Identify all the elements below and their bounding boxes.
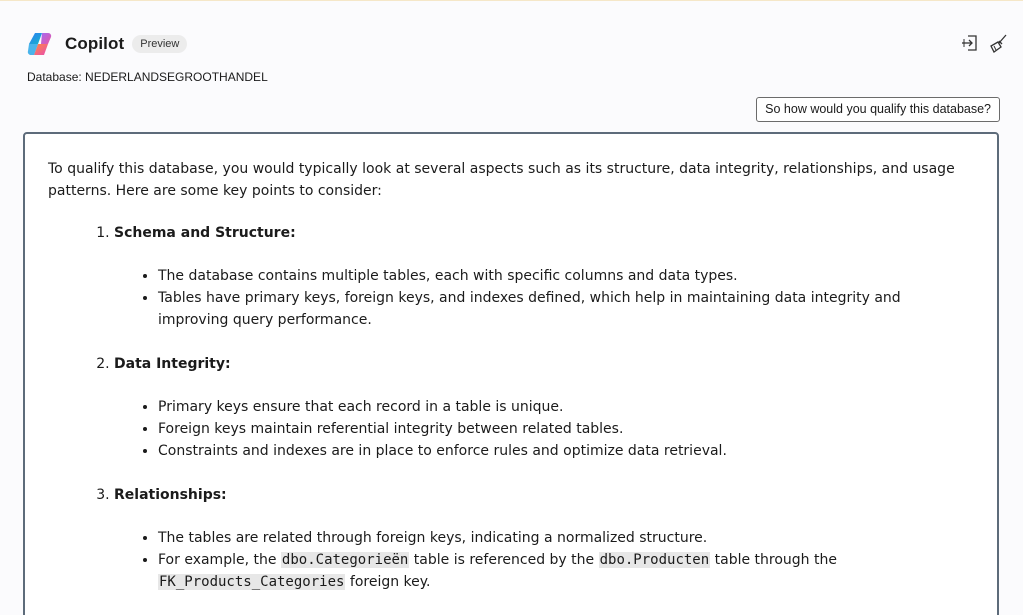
list-item: • The tables are related through foreign keys, indicating a normalized structure. [158, 527, 957, 549]
section-item [114, 353, 957, 462]
section-points [114, 527, 957, 593]
table-name-code: dbo.Producten [599, 552, 710, 568]
list-item: • Primary keys ensure that each record in a table is unique. [158, 396, 957, 418]
list-item: • Constraints and indexes are in place to enforce rules and optimize data retrieval. [158, 440, 957, 462]
clear-chat-button[interactable] [987, 32, 1009, 54]
response-sections [48, 222, 957, 593]
section-title: Schema and Structure: [114, 225, 296, 241]
foreign-key-code: FK_Products_Categories [159, 574, 345, 590]
response-intro: To qualify this database, you would typically look at several aspects such as its structure, data integrity, relationships, and usage patterns. Here are some key points to consider: [48, 161, 955, 199]
section-points [114, 396, 957, 462]
example-text: table through the [710, 552, 837, 568]
section-item [114, 484, 957, 593]
example-text: For example, the [158, 552, 281, 568]
list-item: • The database contains multiple tables, each with specific columns and data types. [158, 265, 957, 287]
sign-in-icon [959, 32, 981, 54]
header-actions [959, 32, 1009, 54]
header [27, 30, 187, 58]
database-label: Database: NEDERLANDSEGROOTHANDEL [27, 70, 268, 84]
list-item [158, 549, 957, 593]
section-title: Relationships: [114, 487, 227, 503]
example-text: table is referenced by the [409, 552, 599, 568]
response-card [23, 132, 999, 615]
user-message: So how would you qualify this database? [756, 97, 1000, 122]
section-title: Data Integrity: [114, 356, 231, 372]
copilot-logo-icon [27, 31, 53, 57]
app-title: Copilot [65, 34, 125, 53]
table-name-code: dbo.Categorieën [281, 552, 409, 568]
list-item: • Foreign keys maintain referential integrity between related tables. [158, 418, 957, 440]
example-text: foreign key. [345, 574, 431, 590]
sign-in-button[interactable] [959, 32, 981, 54]
broom-icon [987, 32, 1009, 54]
list-item: • Tables have primary keys, foreign keys, and indexes defined, which help in maintaining data integrity and improving query performance. [158, 287, 957, 331]
section-points [114, 265, 957, 331]
preview-badge: Preview [132, 35, 187, 53]
section-item [114, 222, 957, 331]
